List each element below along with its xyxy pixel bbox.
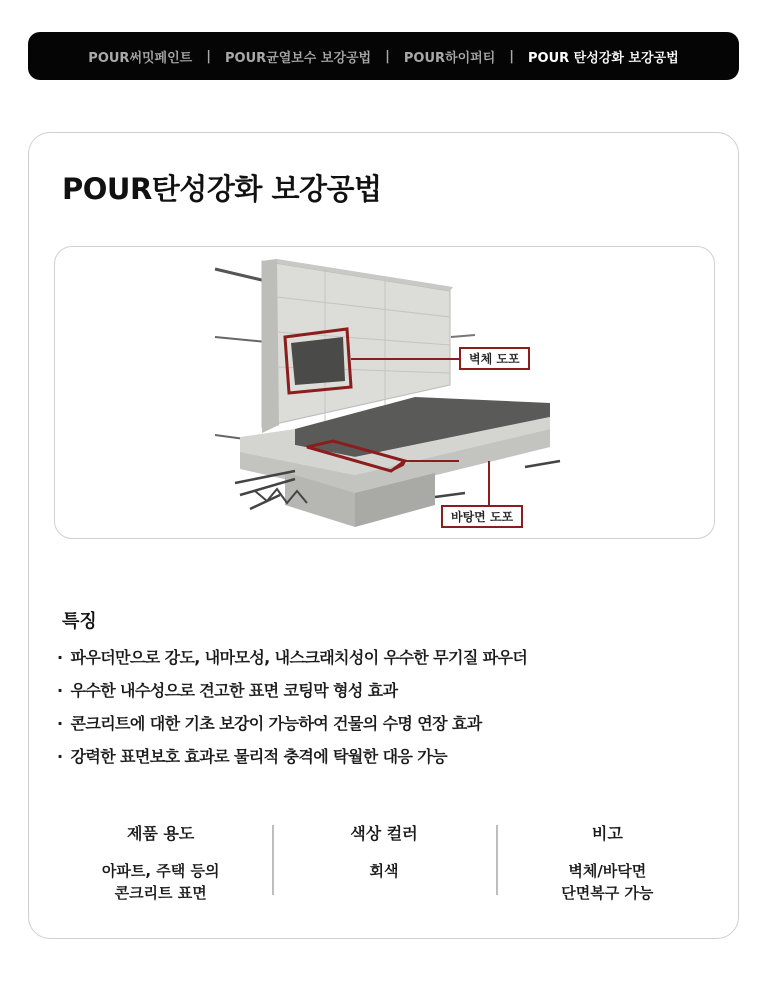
spec-usage: [49, 821, 272, 901]
spec-value: 아파트, 주택 등의 콘크리트 표면: [101, 862, 220, 902]
spec-notes: [496, 821, 719, 901]
nav-item-elastic-reinforcement[interactable]: POUR 탄성강화 보강공법: [528, 50, 679, 66]
spec-heading: 제품 용도: [126, 824, 195, 843]
nav-separator: |: [206, 48, 211, 64]
bullet: ·: [57, 681, 63, 700]
nav-item-hyper-putty[interactable]: POUR하이퍼티: [403, 50, 496, 66]
spec-value: 벽체/바닥면 단면복구 가능: [561, 862, 654, 902]
page-title: POUR탄성강화 보강공법: [62, 172, 382, 206]
spec-heading: 비고: [591, 824, 623, 843]
concrete-structure-illustration: [55, 247, 714, 538]
features-list: [57, 641, 527, 773]
feature-text: 강력한 표면보호 효과로 물리적 충격에 탁월한 대응 가능: [70, 747, 447, 766]
feature-text: 우수한 내수성으로 견고한 표면 코팅막 형성 효과: [70, 681, 398, 700]
feature-item: [57, 674, 527, 707]
feature-item: [57, 707, 527, 740]
bullet: ·: [57, 714, 63, 733]
product-card: [28, 132, 739, 939]
application-diagram: [54, 246, 715, 539]
floor-coating-callout: 바탕면 도포: [441, 505, 523, 528]
feature-text: 파우더만으로 강도, 내마모성, 내스크래치성이 우수한 무기질 파우더: [70, 648, 528, 667]
nav-item-summit-paint[interactable]: POUR써밋페인트: [88, 50, 193, 66]
spec-heading: 색상 컬러: [350, 824, 418, 843]
bullet: ·: [57, 747, 63, 766]
nav-item-crack-repair[interactable]: POUR균열보수 보강공법: [224, 50, 372, 66]
feature-item: [57, 740, 527, 773]
feature-text: 콘크리트에 대한 기초 보강이 가능하여 건물의 수명 연장 효과: [70, 714, 482, 733]
nav-separator: |: [385, 48, 390, 64]
wall-coating-callout: 벽체 도포: [459, 347, 530, 370]
bullet: ·: [57, 648, 63, 667]
product-specs: [49, 821, 719, 901]
nav-separator: |: [509, 48, 515, 64]
top-navigation: [28, 32, 739, 80]
spec-color: [272, 821, 495, 901]
spec-value: 회색: [369, 862, 399, 880]
features-title: 특징: [62, 611, 97, 632]
feature-item: [57, 641, 527, 674]
